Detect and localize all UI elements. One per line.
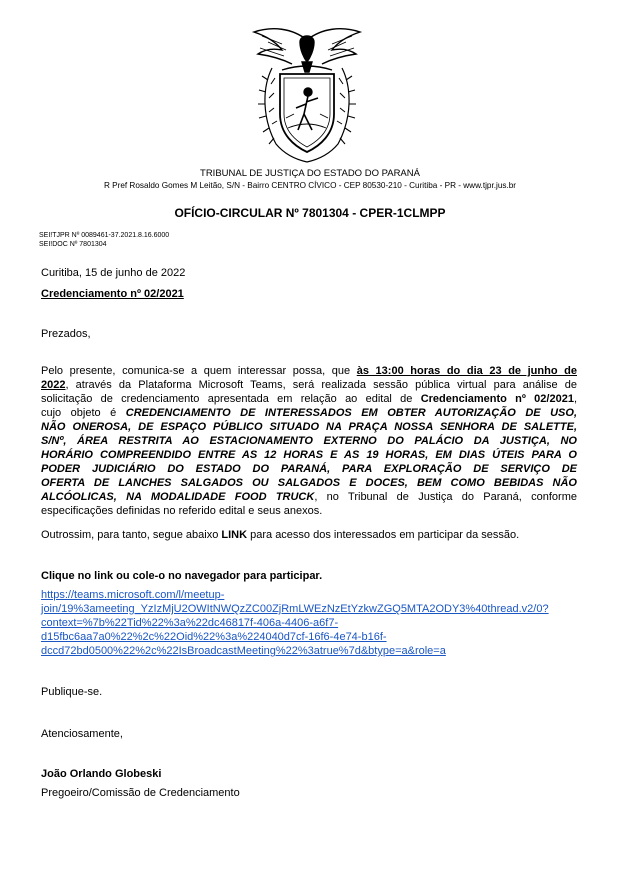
- teams-meeting-link[interactable]: [41, 588, 577, 658]
- object-description: PODER JUDICIÁRIO DO ESTADO DO PARANÁ, PARA EXPLORAÇÃO DE SERVIÇO DE: [41, 463, 577, 475]
- link-instruction: [41, 569, 577, 583]
- session-date-highlight: às 13:00 horas do dia 23 de junho de: [356, 365, 577, 377]
- body-text: ,: [573, 393, 578, 405]
- link-line[interactable]: join/19%3ameeting_YzIzMjU2OWItNWQzZC00ZjRmLWEzNzEtYzkwZGQ5MTA2ODY3%40thread.v2/0?: [41, 603, 549, 615]
- sei-doc-number: SEI!DOC Nº 7801304: [39, 241, 107, 248]
- object-description: HORÁRIO COMPREENDIDO ENTRE AS 12 HORAS E AS 19 HORAS, EM DIAS ÚTEIS PARA O: [41, 449, 577, 461]
- link-line[interactable]: context=%7b%22Tid%22%3a%22dc46817f-406a-4406-a6f7-: [41, 617, 339, 629]
- object-description: CREDENCIAMENTO DE INTERESSADOS EM OBTER AUTORIZAÇÃO DE USO,: [125, 407, 578, 419]
- link-line[interactable]: dccd72bd0500%22%2c%22IsBroadcastMeeting%22%3atrue%7d&btype=a&role=a: [41, 645, 446, 657]
- object-description: OFERTA DE LANCHES SALGADOS OU SALGADOS E DOCES, BEM COMO BEBIDAS NÃO: [41, 477, 577, 489]
- body-text: solicitação de credenciamento apresentada em relação ao edital de: [41, 393, 421, 405]
- body-text: especificações definidas no referido edital e seus anexos.: [41, 505, 323, 517]
- body-text: , no Tribunal de Justiça do Paraná, conforme: [314, 491, 577, 503]
- signer-role: Pregoeiro/Comissão de Credenciamento: [41, 787, 240, 799]
- body-text: cujo objeto é: [41, 407, 126, 419]
- subject-text: Credenciamento nº 02/2021: [41, 288, 184, 300]
- session-year-highlight: 2022: [41, 379, 66, 391]
- signer-name-text: João Orlando Globeski: [41, 768, 162, 780]
- link-word: LINK: [221, 529, 248, 541]
- object-description: S/Nº, ÁREA RESTRITA AO ESTACIONAMENTO EXTERNO DO PALÁCIO DA JUSTIÇA, NO: [41, 435, 577, 447]
- parana-coat-of-arms-logo: [242, 18, 372, 166]
- sei-process-number: SEI!TJPR Nº 0089461-37.2021.8.16.6000: [39, 232, 170, 239]
- document-title: OFÍCIO-CIRCULAR Nº 7801304 - CPER-1CLMPP: [174, 206, 446, 220]
- subject-line: [41, 287, 577, 301]
- edital-reference: Credenciamento nº 02/2021: [420, 393, 574, 405]
- court-name: TRIBUNAL DE JUSTIÇA DO ESTADO DO PARANÁ: [200, 168, 420, 179]
- object-description: NÃO ONEROSA, DE ESPAÇO PÚBLICO SITUADO NA PRAÇA NOSSA SENHORA DE SALETTE,: [41, 421, 577, 433]
- body-paragraph: [41, 364, 577, 518]
- outrossim-paragraph: [41, 528, 577, 542]
- body-text: Pelo presente, comunica-se a quem interessar possa, que: [41, 365, 357, 377]
- link-instruction-text: Clique no link ou cole-o no navegador para participar.: [41, 570, 323, 582]
- body-text: para acesso dos interessados em participar da sessão.: [247, 529, 520, 541]
- link-line[interactable]: https://teams.microsoft.com/l/meetup-: [41, 589, 225, 601]
- court-address: R Pref Rosaldo Gomes M Leitão, S/N - Bairro CENTRO CÍVICO - CEP 80530-210 - Curitiba - PR - www.tjpr.jus.br: [103, 181, 517, 190]
- body-text: , através da Plataforma Microsoft Teams, será realizada sessão pública virtual para análise de: [65, 379, 577, 391]
- signer-name: [41, 767, 577, 781]
- body-text: Outrossim, para tanto, segue abaixo: [41, 529, 222, 541]
- greeting: Prezados,: [41, 328, 91, 340]
- link-line[interactable]: d15fbc6aa7a0%22%2c%22Oid%22%3a%224040d7cf-16f6-4e74-b16f-: [41, 631, 387, 643]
- object-description: ALCÓOLICAS, NA MODALIDADE FOOD TRUCK: [41, 491, 315, 503]
- publique-se: Publique-se.: [41, 686, 103, 698]
- date-line: Curitiba, 15 de junho de 2022: [41, 267, 186, 279]
- closing: Atenciosamente,: [41, 728, 123, 740]
